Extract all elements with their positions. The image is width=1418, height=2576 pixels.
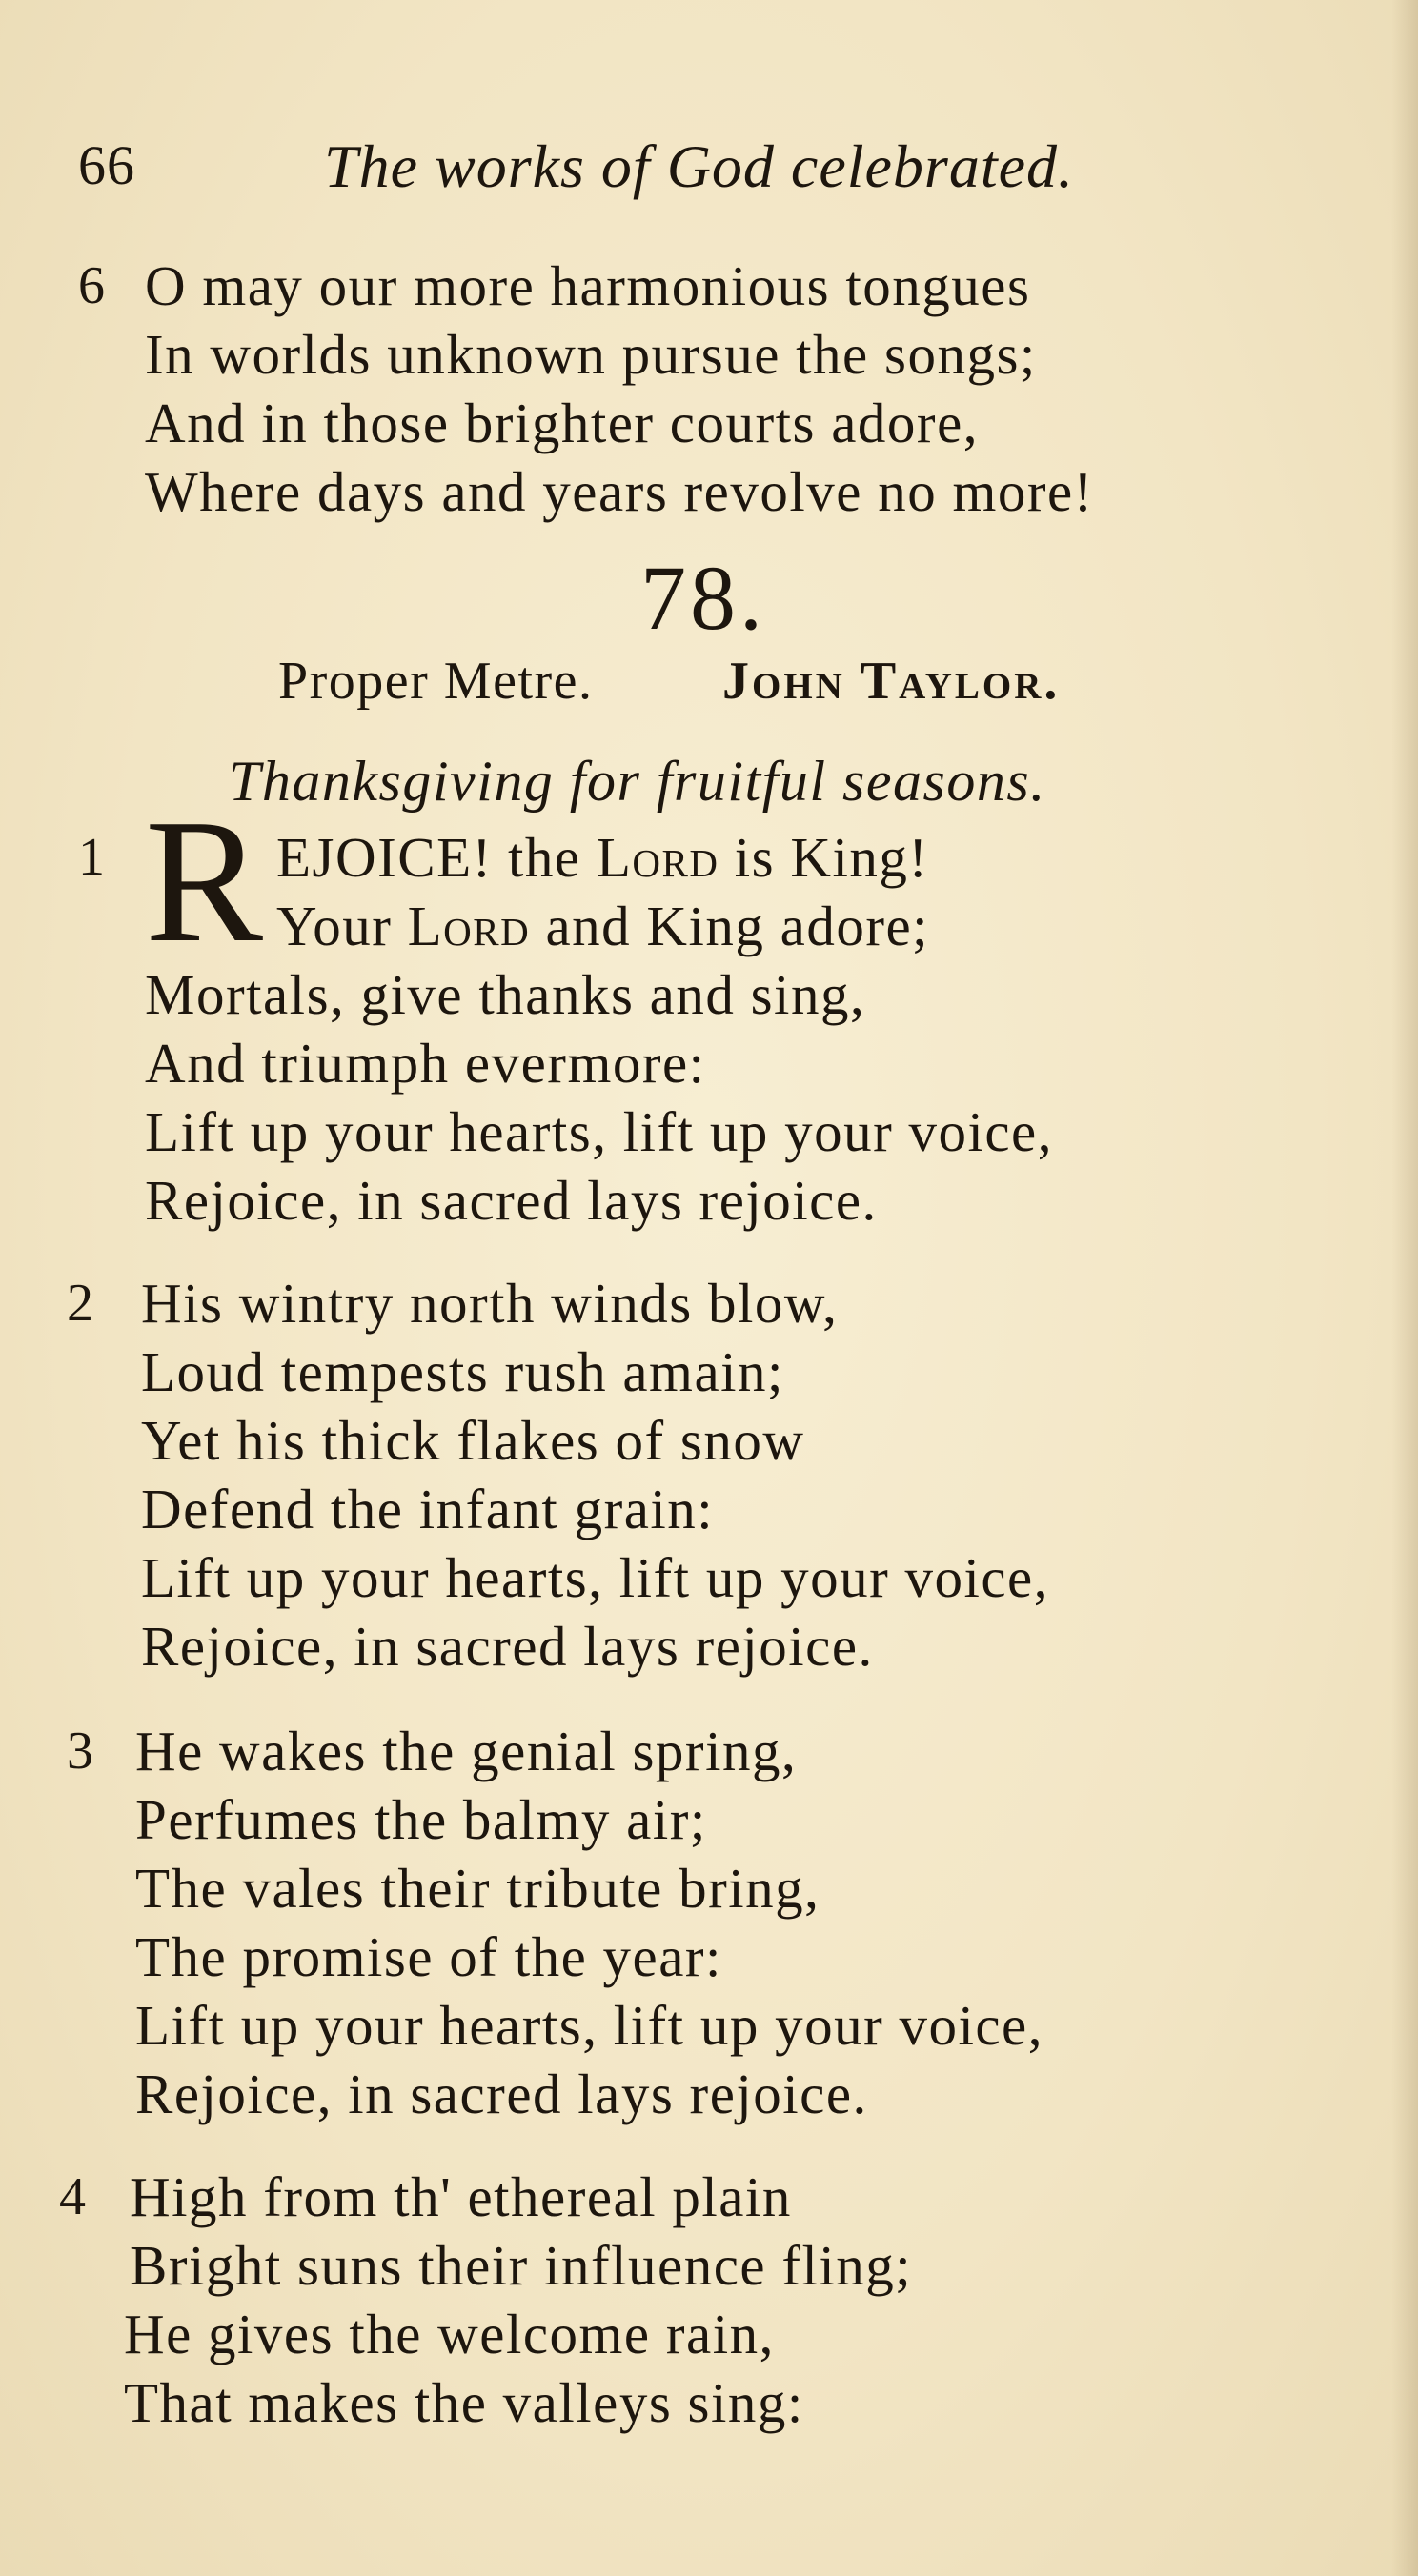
verse-line — [276, 894, 929, 959]
drop-cap: R — [145, 783, 264, 979]
verse-line: He gives the welcome rain, — [124, 2303, 775, 2365]
verse-line: Lift up your hearts, lift up your voice, — [145, 1100, 1053, 1163]
verse-line: In worlds unknown pursue the songs; — [145, 323, 1037, 386]
verse-line: Defend the infant grain: — [141, 1478, 715, 1540]
verse-line: Where days and years revolve no more! — [145, 460, 1094, 523]
verse-line: His wintry north winds blow, — [141, 1272, 839, 1335]
verse-line: Rejoice, in sacred lays rejoice. — [145, 1169, 878, 1232]
verse-line: The promise of the year: — [135, 1925, 722, 1988]
verse-line: Mortals, give thanks and sing, — [145, 963, 866, 1026]
verse-line: Rejoice, in sacred lays rejoice. — [141, 1615, 874, 1678]
page-edge-shadow — [1391, 0, 1418, 2576]
running-title: The works of God celebrated. — [324, 132, 1074, 200]
hymn-author: John Taylor. — [722, 652, 1061, 711]
verse-line: The vales their tribute bring, — [135, 1857, 820, 1920]
verse-line: O may our more harmonious tongues — [145, 254, 1031, 317]
verse-line: And triumph evermore: — [145, 1032, 706, 1095]
small-caps-lord: Lord — [407, 895, 531, 957]
verse-line: Perfumes the balmy air; — [135, 1788, 707, 1851]
verse-line: Lift up your hearts, lift up your voice, — [141, 1546, 1049, 1609]
hymn-number: 78. — [640, 547, 766, 649]
verse-line — [276, 825, 928, 891]
verse-number: 2 — [67, 1274, 93, 1333]
verse-line: Lift up your hearts, lift up your voice, — [135, 1994, 1043, 2057]
verse-line-part: and King adore; — [530, 895, 930, 957]
verse-line: And in those brighter courts adore, — [145, 392, 980, 454]
small-caps-lord: Lord — [596, 826, 719, 889]
verse-line-part: EJOICE! the — [276, 826, 597, 889]
verse-line-part: is King! — [719, 826, 929, 889]
verse-line: He wakes the genial spring, — [135, 1720, 798, 1782]
verse-number: 1 — [78, 828, 105, 887]
verse-line: That makes the valleys sing: — [124, 2371, 804, 2434]
hymn-meter: Proper Metre. — [278, 652, 594, 711]
verse-line: Yet his thick flakes of snow — [141, 1409, 805, 1472]
page-number: 66 — [78, 134, 135, 196]
verse-line: Rejoice, in sacred lays rejoice. — [135, 2063, 868, 2125]
verse-line: Bright suns their influence fling; — [130, 2234, 913, 2297]
verse-number: 4 — [59, 2167, 86, 2226]
verse-number: 6 — [78, 256, 105, 315]
verse-number: 3 — [67, 1721, 93, 1781]
verse-line: Loud tempests rush amain; — [141, 1340, 784, 1403]
hymn-subject: Thanksgiving for fruitful seasons. — [229, 750, 1046, 813]
verse-line-part: Your — [276, 895, 408, 957]
verse-line: High from th' ethereal plain — [130, 2165, 792, 2228]
